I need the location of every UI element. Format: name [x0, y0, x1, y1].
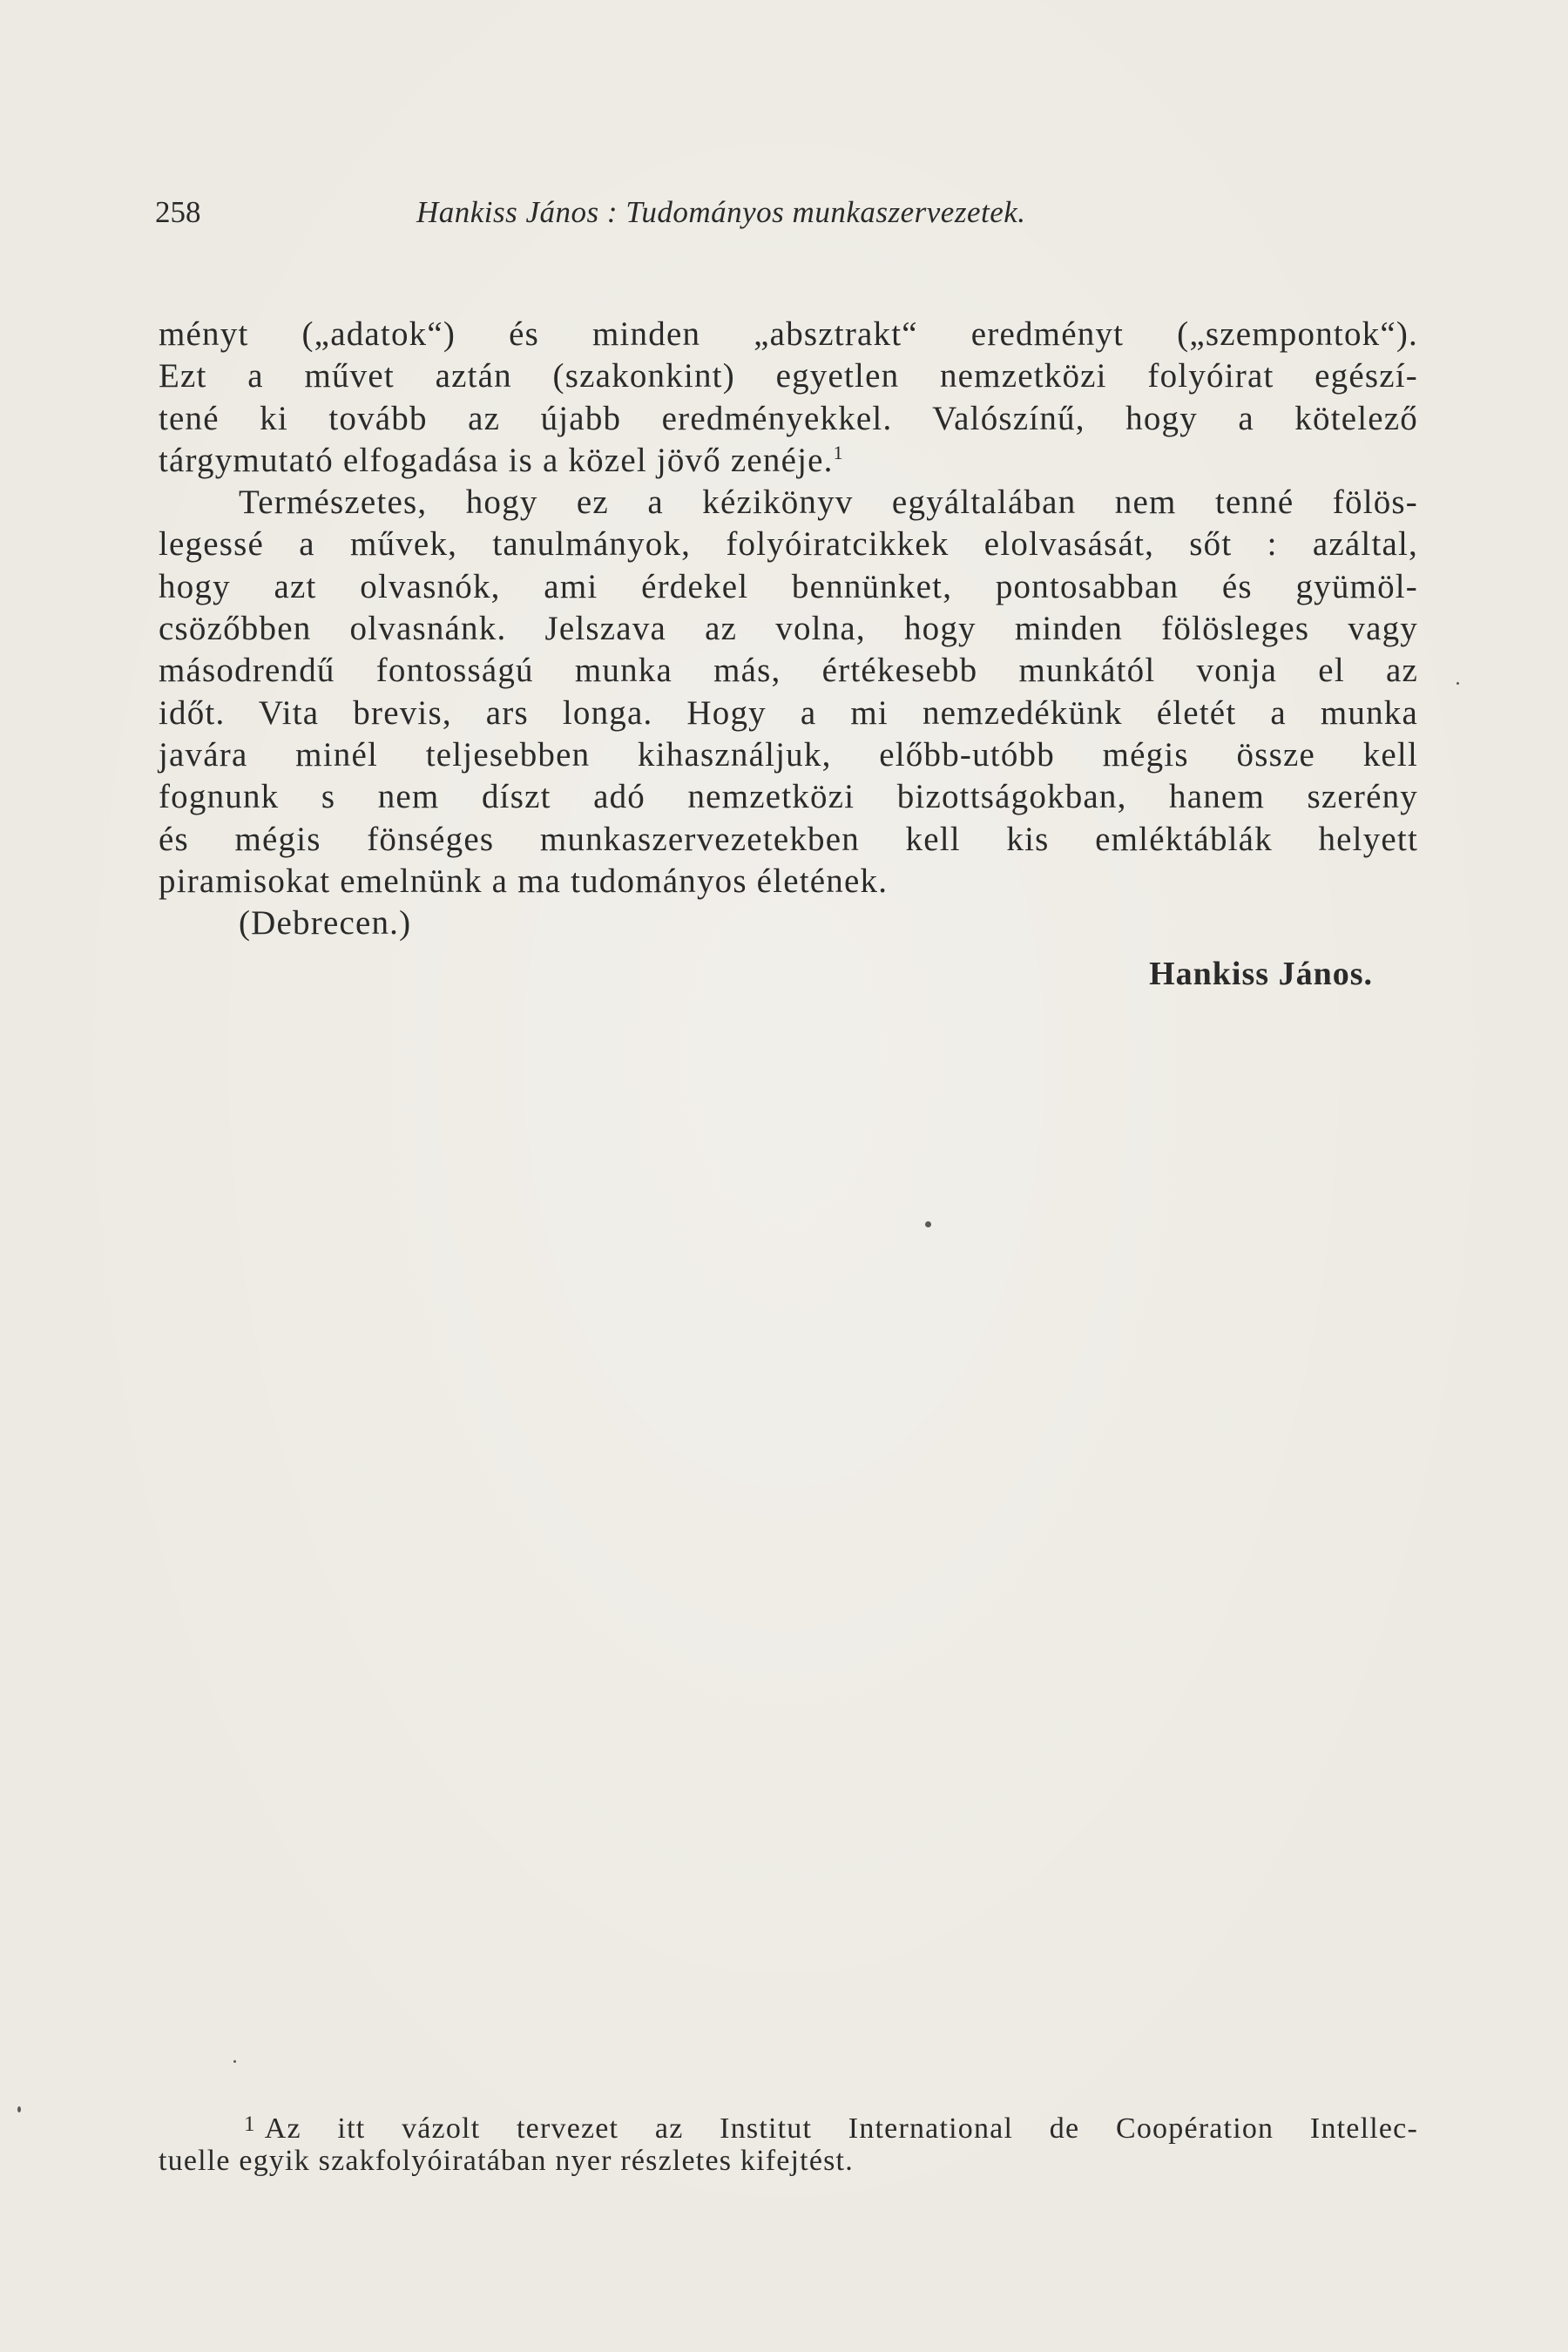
footnote-reference: 1 [833, 441, 844, 463]
footnote-text: Az itt vázolt tervezet az Institut International de Coopération Intellec- [264, 2112, 1418, 2145]
text-line [159, 440, 1418, 482]
running-head-title: Hankiss János : Tudományos munkaszervezetek. [416, 195, 1026, 229]
text-line: hogy azt olvasnók, ami érdekel bennünket, pontosabban és gyümöl- [159, 567, 1418, 605]
text-line: Ezt a művet aztán (szakonkint) egyetlen nemzetközi folyóirat egészí- [159, 357, 1418, 395]
body-text [159, 314, 1418, 996]
text-line: időt. Vita brevis, ars longa. Hogy a mi nemzedékünk életét a munka [159, 693, 1418, 732]
print-speck [17, 2106, 21, 2112]
place-line: (Debrecen.) [239, 904, 412, 943]
text-line: legessé a művek, tanulmányok, folyóiratcikkek elolvasását, sőt : azáltal, [159, 525, 1418, 564]
paragraph-first-line: Természetes, hogy ez a kézikönyv egyáltalában nem tenné fölös- [239, 483, 1418, 522]
footnote-marker: 1 [244, 2112, 256, 2136]
print-speck [233, 2060, 236, 2063]
text-line: tené ki tovább az újabb eredményekkel. Valószínű, hogy a kötelező [159, 399, 1418, 437]
print-speck [1456, 682, 1459, 685]
author-signature: Hankiss János. [1149, 956, 1373, 993]
text-line: fognunk s nem díszt adó nemzetközi bizottságokban, hanem szerény [159, 778, 1418, 816]
print-speck [925, 1221, 931, 1227]
text-line-content: tárgymutató elfogadása is a közel jövő zenéje. [159, 441, 834, 479]
text-line: piramisokat emelnünk a ma tudományos életének. [159, 862, 889, 900]
page-number: 258 [155, 195, 201, 229]
text-line: csözőbben olvasnánk. Jelszava az volna, hogy minden fölösleges vagy [159, 610, 1418, 648]
text-line: javára minél teljesebben kihasználjuk, előbb-utóbb mégis össze kell [159, 735, 1418, 774]
text-line: ményt („adatok“) és minden „absztrakt“ eredményt („szempontok“). [159, 315, 1418, 353]
footnote [159, 2106, 1418, 2180]
footnote-line [159, 2106, 1418, 2143]
text-line: és mégis fönséges munkaszervezetekben kell kis emléktáblák helyett [159, 820, 1418, 858]
footnote-line: tuelle egyik szakfolyóiratában nyer részletes kifejtést. [159, 2145, 854, 2177]
text-line: másodrendű fontosságú munka más, értékesebb munkától vonja el az [159, 652, 1418, 690]
running-head [155, 192, 1427, 233]
